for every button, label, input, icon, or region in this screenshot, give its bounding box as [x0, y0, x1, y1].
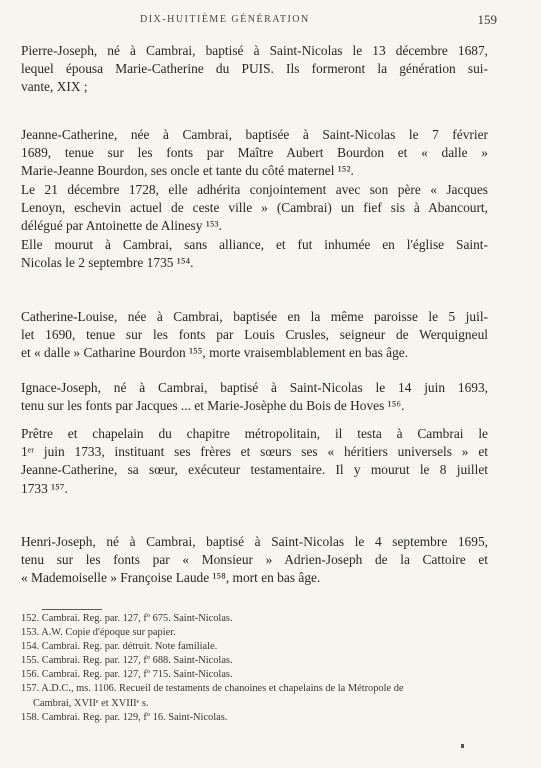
- text-line: let 1690, tenue sur les fonts par Louis Crusles, seigneur de Werquigneul: [21, 327, 488, 343]
- text-line: Lenoyn, eschevin actuel de ceste ville » (Cambrai) un fief sis à Abancourt,: [21, 200, 488, 216]
- text-line: Jeanne-Catherine, née à Cambrai, baptisée à Saint-Nicolas le 7 février: [21, 127, 488, 142]
- text-line: Marie-Jeanne Bourdon, ses oncle et tante du côté maternel ¹⁵².: [21, 163, 354, 179]
- running-head: DIX-HUITIÈME GÉNÉRATION: [140, 14, 310, 25]
- text-line: tenu sur les fonts par Jacques ... et Marie-Josèphe du Bois de Hoves ¹⁵⁶.: [21, 398, 405, 414]
- text-line: 1733 ¹⁵⁷.: [21, 480, 68, 496]
- footnote: 156. Cambrai. Reg. par. 127, fº 715. Saint-Nicolas.: [21, 669, 233, 681]
- text-line: Jeanne-Catherine, sa sœur, exécuteur testamentaire. Il y mourut le 8 juillet: [21, 462, 488, 478]
- paragraph-jeanne-catherine: [21, 126, 488, 181]
- footnotes: [21, 612, 486, 725]
- text-line: tenu sur les fonts par « Monsieur » Adrien-Joseph de la Cattoire et: [21, 552, 488, 568]
- paragraph-priest: [21, 425, 488, 498]
- text-line: Ignace-Joseph, né à Cambrai, baptisé à Saint-Nicolas le 14 juin 1693,: [21, 380, 488, 395]
- footnote: 152. Cambrai. Reg. par. 127, fº 675. Saint-Nicolas.: [21, 613, 233, 624]
- text-line: lequel épousa Marie-Catherine du PUIS. Ils formeront la génération sui-: [21, 61, 488, 77]
- ink-speck: [461, 744, 464, 748]
- text-line: vante, XIX ;: [21, 79, 88, 95]
- paragraph-catherine-louise: [21, 308, 488, 363]
- footnote: 155. Cambrai. Reg. par. 127, fº 688. Saint-Nicolas.: [21, 655, 233, 667]
- text-line: Prêtre et chapelain du chapitre métropolitain, il testa à Cambrai le: [21, 426, 488, 441]
- footnote: 158. Cambrai. Reg. par. 129, fº 16. Saint-Nicolas.: [21, 711, 228, 723]
- paragraph-adheritance: [21, 181, 488, 236]
- text-line: Catherine-Louise, née à Cambrai, baptisée en la même paroisse le 5 juil-: [21, 309, 488, 324]
- text-line: « Mademoiselle » Françoise Laude ¹⁵⁸, mort en bas âge.: [21, 570, 321, 586]
- text-line: 1ᵉʳ juin 1733, instituant ses frères et sœurs ses « héritiers universels » et: [21, 444, 488, 460]
- footnote-divider: [42, 609, 102, 610]
- footnote-continuation: Cambrai, XVIIᵉ et XVIIIᵉ s.: [33, 697, 149, 709]
- paragraph-pierre-joseph: [21, 42, 488, 97]
- footnote: 153. A.W. Copie d'époque sur papier.: [21, 627, 176, 639]
- text-line: et « dalle » Catharine Bourdon ¹⁵⁵, morte vraisemblablement en bas âge.: [21, 345, 409, 361]
- text-line: délégué par Antoinette de Alinesy ¹⁵³.: [21, 218, 222, 234]
- text-line: 1689, tenue sur les fonts par Maître Aubert Bourdon et « dalle »: [21, 145, 488, 161]
- text-line: Henri-Joseph, né à Cambrai, baptisé à Saint-Nicolas le 4 septembre 1695,: [21, 534, 488, 549]
- page-number: 159: [477, 12, 497, 27]
- text-line: Nicolas le 2 septembre 1735 ¹⁵⁴.: [21, 255, 194, 271]
- text-line: Le 21 décembre 1728, elle adhérita conjointement avec son père « Jacques: [21, 182, 488, 197]
- text-line: Elle mourut à Cambrai, sans alliance, et fut inhumée en l'église Saint-: [21, 237, 488, 252]
- footnote: 154. Cambrai. Reg. par. détruit. Note familiale.: [21, 641, 218, 653]
- paragraph-henri-joseph: [21, 533, 488, 588]
- paragraph-ignace-joseph: [21, 379, 488, 415]
- paragraph-death: [21, 236, 488, 272]
- footnote: 157. A.D.C., ms. 1106. Recueil de testaments de chanoines et chapelains de la Métropole de: [21, 683, 404, 695]
- text-line: Pierre-Joseph, né à Cambrai, baptisé à Saint-Nicolas le 13 décembre 1687,: [21, 43, 488, 58]
